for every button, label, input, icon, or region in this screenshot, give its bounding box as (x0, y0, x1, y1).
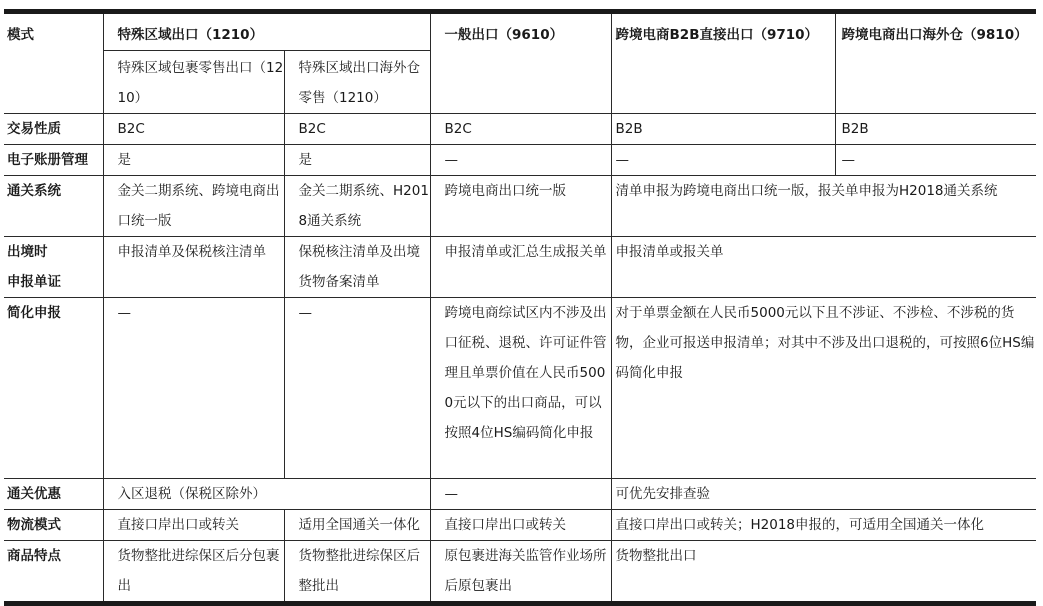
cell: 是 (284, 145, 430, 176)
cell: — (430, 145, 611, 176)
table-row-trade (4, 114, 1036, 145)
header-row (4, 12, 1036, 51)
cell: 直接口岸出口或转关 (430, 510, 611, 541)
cell: 可优先安排查验 (611, 479, 1036, 510)
cell: — (611, 145, 835, 176)
cell: 货物整批进综保区后分包裹出 (103, 541, 284, 604)
table-row-benefit (4, 479, 1036, 510)
cell: 跨境电商综试区内不涉及出口征税、退税、许可证件管理且单票价值在人民币5000元以下的出口商品，可以按照4位HS编码简化申报 (430, 298, 611, 479)
subheader-parcel-retail: 特殊区域包裹零售出口（1210） (103, 51, 284, 114)
cell: 直接口岸出口或转关；H2018申报的，可适用全国通关一体化 (611, 510, 1036, 541)
header-mode-label: 模式 (4, 12, 103, 114)
cell: 金关二期系统、跨境电商出口统一版 (103, 176, 284, 237)
subheader-overseas-retail: 特殊区域出口海外仓零售（1210） (284, 51, 430, 114)
cell: B2B (611, 114, 835, 145)
row-label-ledger: 电子账册管理 (4, 145, 103, 176)
cell: 申报清单及保税核注清单 (103, 237, 284, 298)
table-row-logistics (4, 510, 1036, 541)
cell: — (835, 145, 1036, 176)
header-general-export: 一般出口（9610） (430, 12, 611, 114)
cell: B2B (835, 114, 1036, 145)
table-row-ledger (4, 145, 1036, 176)
header-special-zone: 特殊区域出口（1210） (103, 12, 430, 51)
header-overseas-warehouse: 跨境电商出口海外仓（9810） (835, 12, 1036, 114)
table-row-simplify (4, 298, 1036, 479)
row-label-logistics: 物流模式 (4, 510, 103, 541)
cell: 货物整批出口 (611, 541, 1036, 604)
row-label-customs: 通关系统 (4, 176, 103, 237)
cell: 申报清单或报关单 (611, 237, 1036, 298)
row-label-line: 出境时 (7, 244, 48, 260)
export-mode-comparison-table (4, 9, 1036, 606)
cell: 是 (103, 145, 284, 176)
cell: 跨境电商出口统一版 (430, 176, 611, 237)
cell: 保税核注清单及出境货物备案清单 (284, 237, 430, 298)
cell: 适用全国通关一体化 (284, 510, 430, 541)
cell: 货物整批进综保区后整批出 (284, 541, 430, 604)
row-label-simplify: 简化申报 (4, 298, 103, 479)
cell: 申报清单或汇总生成报关单 (430, 237, 611, 298)
cell: 原包裹进海关监管作业场所后原包裹出 (430, 541, 611, 604)
cell: B2C (103, 114, 284, 145)
table-row-customs (4, 176, 1036, 237)
row-label-line: 申报单证 (7, 274, 61, 290)
header-b2b-direct: 跨境电商B2B直接出口（9710） (611, 12, 835, 114)
cell: 直接口岸出口或转关 (103, 510, 284, 541)
cell: — (430, 479, 611, 510)
row-label-declare (4, 237, 103, 298)
cell: 对于单票金额在人民币5000元以下且不涉证、不涉检、不涉税的货物，企业可报送申报清单；对其中不涉及出口退税的，可按照6位HS编码简化申报 (611, 298, 1036, 479)
row-label-benefit: 通关优惠 (4, 479, 103, 510)
cell: — (103, 298, 284, 479)
table-row-goods (4, 541, 1036, 604)
cell: 金关二期系统、H2018通关系统 (284, 176, 430, 237)
cell: — (284, 298, 430, 479)
cell: 清单申报为跨境电商出口统一版，报关单申报为H2018通关系统 (611, 176, 1036, 237)
row-label-trade: 交易性质 (4, 114, 103, 145)
cell: B2C (430, 114, 611, 145)
row-label-goods: 商品特点 (4, 541, 103, 604)
table-row-declare (4, 237, 1036, 298)
cell: 入区退税（保税区除外） (103, 479, 430, 510)
cell: B2C (284, 114, 430, 145)
